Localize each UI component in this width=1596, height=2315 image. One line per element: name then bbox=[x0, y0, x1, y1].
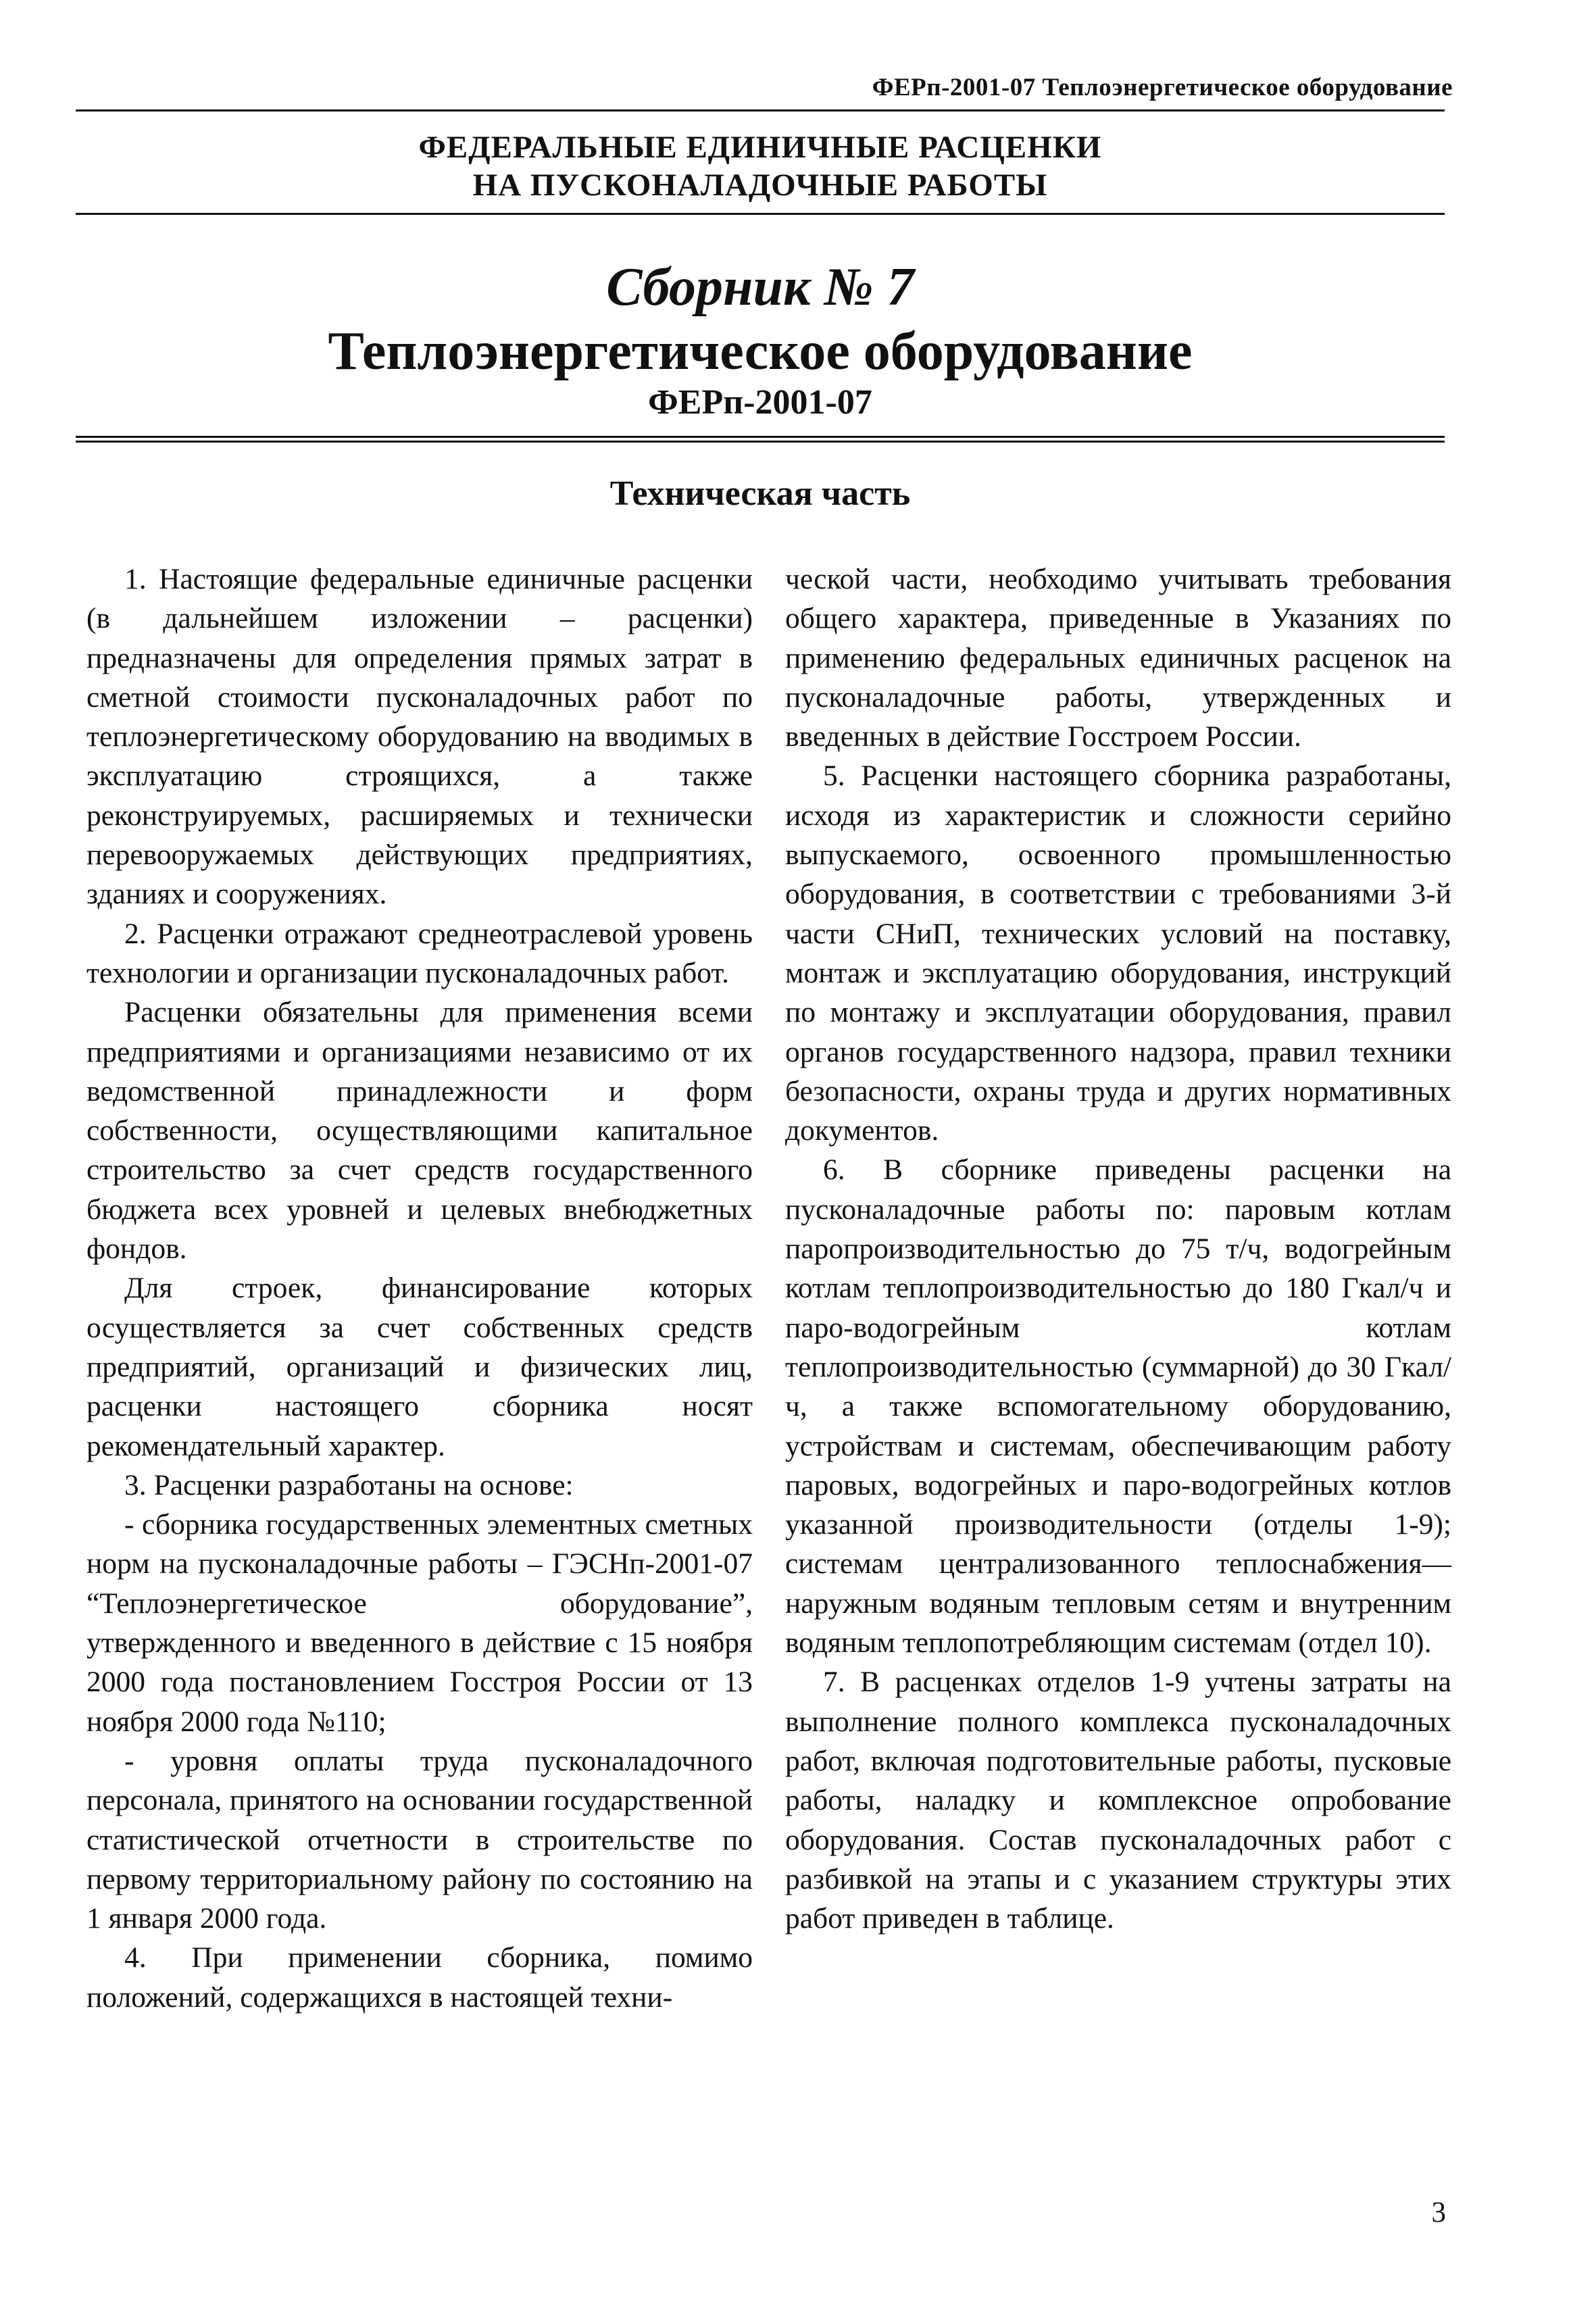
header-bottom-rule bbox=[76, 213, 1445, 215]
header-rule bbox=[76, 109, 1445, 111]
paragraph: 3. Расценки разработаны на основе: bbox=[124, 1468, 574, 1501]
document-header bbox=[0, 128, 1520, 204]
paragraph-continuation: ческой части, необходимо учитывать требования общего характера, приведенные в Указаниях по применению федеральных единичных расценок на пусконаладочные работы, утвержденных и введенных в действие Госстроем России. bbox=[785, 563, 1451, 753]
collection-title: Теплоэнергетическое оборудование bbox=[328, 322, 1193, 381]
running-head: ФЕРп-2001-07 Теплоэнергетическое оборудование bbox=[872, 74, 1453, 101]
paragraph: 1. Настоящие федеральные единичные расценки (в дальнейшем изложении – расценки) предназначены для определения прямых затрат в сметной стоимости пусконаладочных работ по теплоэнергетическому оборудованию на вводимых в эксплуатацию строящихся, а также реконструируемых, расширяемых и технически перевооружаемых действующих предприятиях, зданиях и сооружениях. bbox=[86, 563, 753, 911]
paragraph: 7. В расценках отделов 1-9 учтены затраты на выполнение полного комплекса пусконаладочных работ, включая подготовительные работы, пусковые работы, наладку и комплексное опробование оборудования. Состав пусконаладочных работ с разбивкой на этапы и с указанием структуры этих работ приведен в таблице. bbox=[785, 1666, 1451, 1935]
title-double-rule-lower bbox=[76, 441, 1445, 443]
paragraph: 4. При применении сборника, помимо положений, содержащихся в настоящей техни- bbox=[86, 1941, 753, 2014]
left-column bbox=[86, 559, 753, 2017]
paragraph: 5. Расценки настоящего сборника разработаны, исходя из характеристик и сложности серийно выпускаемого, освоенного промышленностью оборудования, в соответствии с требованиями 3-й части СНиП, технических условий на поставку, монтаж и эксплуатацию оборудования, инструкций по монтажу и эксплуатации оборудования, правил органов государственного надзора, правил техники безопасности, охраны труда и других нормативных документов. bbox=[785, 760, 1451, 1147]
page-number: 3 bbox=[1431, 2197, 1446, 2229]
paragraph: 6. В сборнике приведены расценки на пусконаладочные работы по: паровым котлам паропроизводительностью до 75 т/ч, водогрейным котлам теплопроизводительностью до 180 Гкал/ч и паро-водогрейным котлам теплопроизводительностью (суммарной) до 30 Гкал/ч, а также вспомогательному оборудованию, устройствам и системам, обеспечивающим работу паровых, водогрейных и паро-водогрейных котлов указанной производительности (отделы 1-9); системам централизованного теплоснабжения—наружным водяным тепловым сетям и внутренним водяным теплопотребляющим системам (отдел 10). bbox=[785, 1153, 1451, 1660]
document-header-line-2: НА ПУСКОНАЛАДОЧНЫЕ РАБОТЫ bbox=[472, 168, 1048, 203]
collection-number: Сборник № 7 bbox=[606, 257, 914, 317]
section-title: Техническая часть bbox=[609, 474, 911, 513]
paragraph: - уровня оплаты труда пусконаладочного персонала, принятого на основании государственной статистической отчетности в строительстве по первому территориальному району по состоянию на 1 января 2000 года. bbox=[86, 1744, 753, 1935]
paragraph: Расценки обязательны для применения всеми предприятиями и организациями независимо от их ведомственной принадлежности и форм собственности, осуществляющими капитальное строительство за счет средств государственного бюджета всех уровней и целевых внебюджетных фондов. bbox=[86, 996, 753, 1266]
paragraph: 2. Расценки отражают среднеотраслевой уровень технологии и организации пусконаладочных работ. bbox=[86, 917, 753, 989]
right-column bbox=[785, 559, 1451, 1938]
paragraph: Для строек, финансирование которых осуществляется за счет собственных средств предприятий, организаций и физических лиц, расценки настоящего сборника носят рекомендательный характер. bbox=[86, 1272, 753, 1462]
collection-code: ФЕРп-2001-07 bbox=[648, 383, 872, 422]
document-header-line-1: ФЕДЕРАЛЬНЫЕ ЕДИНИЧНЫЕ РАСЦЕНКИ bbox=[418, 130, 1102, 165]
paragraph: - сборника государственных элементных сметных норм на пусконаладочные работы – ГЭСНп-2001-07 “Теплоэнергетическое оборудование”, утвержденного и введенного в действие с 15 ноября 2000 года постановлением Госстроя России от 13 ноября 2000 года №110; bbox=[86, 1508, 753, 1738]
title-double-rule-upper bbox=[76, 436, 1445, 438]
